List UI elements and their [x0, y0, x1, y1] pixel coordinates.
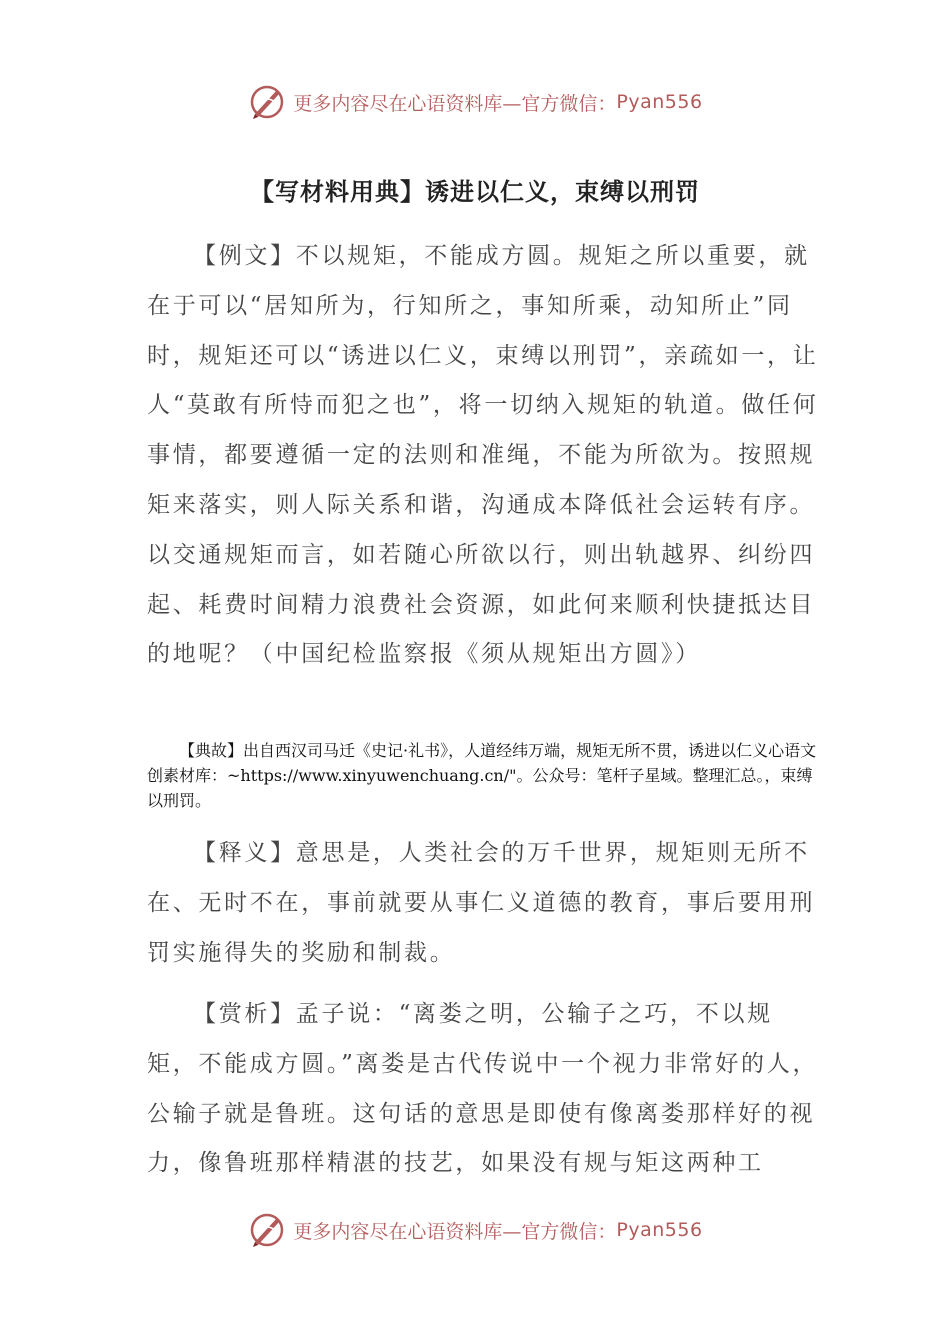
header-banner [0, 80, 950, 124]
banner-text: 更多内容尽在心语资料库—官方微信： [293, 1220, 617, 1243]
paragraph-example: 【例文】不以规矩，不能成方圆。规矩之所以重要，就在于可以“居知所为，行知所之，事知所乘，动知所止”同时，规矩还可以“诱进以仁义，束缚以刑罚”，亲疏如一，让人“莫敢有所恃而犯之也”，将一切纳入规矩的轨道。做任何事情，都要遵循一定的法则和准绳，不能为所欲为。按照规矩来落实，则人际关系和谐，沟通成本降低社会运转有序。以交通规矩而言，如若随心所欲以行，则出轨越界、纠纷四起、耗费时间精力浪费社会资源，如此何来顺利快捷抵达目的地呢？（中国纪检监察报《须从规矩出方圆》） [147, 243, 819, 668]
banner-text: 更多内容尽在心语资料库—官方微信： [293, 92, 617, 115]
paragraph-meaning: 【释义】意思是，人类社会的万千世界，规矩则无所不在、无时不在，事前就要从事仁义道德的教育，事后要用刑罚实施得失的奖励和制裁。 [147, 840, 816, 966]
paragraph-analysis: 【赏析】孟子说：“离娄之明，公输子之巧，不以规矩，不能成方圆。”离娄是古代传说中一个视力非常好的人，公输子就是鲁班。这句话的意思是即使有像离娄那样好的视力，像鲁班那样精湛的技艺，如果没有规与矩这两种工 [147, 1001, 819, 1177]
banner-wechat-id: Pyan556 [616, 91, 703, 113]
paragraph-source: 【典故】出自西汉司马迁《史记·礼书》，人道经纬万端，规矩无所不贯，诱进以仁义心语文创素材库：~https://www.xinyuwenchuang.cn/"。公众号：笔杆子星域。整理汇总。，束缚以刑罚。 [147, 741, 817, 810]
footer-banner [0, 1208, 950, 1252]
pen-logo-icon [247, 82, 287, 122]
banner-wechat-id: Pyan556 [616, 1219, 703, 1241]
page-title: 【写材料用典】诱进以仁义，束缚以刑罚 [250, 178, 700, 206]
pen-logo-icon [247, 1210, 287, 1250]
